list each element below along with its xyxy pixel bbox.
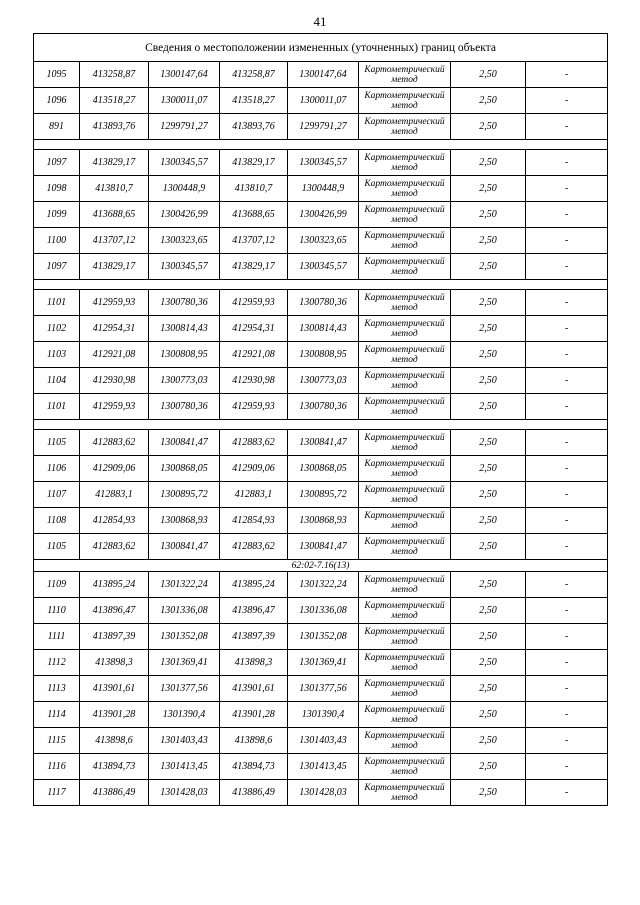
- accuracy-cell: 2,50: [451, 62, 526, 88]
- table-row: [34, 368, 608, 394]
- table-row: [34, 228, 608, 254]
- method-cell: Картометрический метод: [359, 598, 451, 624]
- existing-y-cell: 1300147,64: [149, 62, 220, 88]
- point-id-cell: 1107: [34, 482, 80, 508]
- method-cell: Картометрический метод: [359, 290, 451, 316]
- existing-y-cell: 1300345,57: [149, 254, 220, 280]
- note-cell: -: [526, 394, 608, 420]
- accuracy-cell: 2,50: [451, 598, 526, 624]
- separator-cell: [34, 140, 608, 150]
- table-row: [34, 754, 608, 780]
- table-row: [34, 88, 608, 114]
- new-y-cell: 1300780,36: [288, 290, 359, 316]
- new-x-cell: 413707,12: [220, 228, 288, 254]
- point-id-cell: 1101: [34, 290, 80, 316]
- new-x-cell: 412959,93: [220, 394, 288, 420]
- new-y-cell: 1301336,08: [288, 598, 359, 624]
- point-id-cell: 1096: [34, 88, 80, 114]
- accuracy-cell: 2,50: [451, 114, 526, 140]
- method-cell: Картометрический метод: [359, 754, 451, 780]
- accuracy-cell: 2,50: [451, 88, 526, 114]
- existing-y-cell: 1300011,07: [149, 88, 220, 114]
- new-x-cell: 413688,65: [220, 202, 288, 228]
- new-x-cell: 412883,62: [220, 430, 288, 456]
- accuracy-cell: 2,50: [451, 254, 526, 280]
- point-id-cell: 1108: [34, 508, 80, 534]
- existing-x-cell: 413898,3: [80, 650, 149, 676]
- table-row: [34, 342, 608, 368]
- method-cell: Картометрический метод: [359, 316, 451, 342]
- note-cell: -: [526, 456, 608, 482]
- existing-x-cell: 412909,06: [80, 456, 149, 482]
- new-x-cell: 413893,76: [220, 114, 288, 140]
- existing-y-cell: 1301352,08: [149, 624, 220, 650]
- new-x-cell: 413901,28: [220, 702, 288, 728]
- table-body: [34, 34, 608, 806]
- point-id-cell: 1110: [34, 598, 80, 624]
- point-id-cell: 1116: [34, 754, 80, 780]
- existing-x-cell: 413893,76: [80, 114, 149, 140]
- separator-cell: [34, 420, 608, 430]
- method-cell: Картометрический метод: [359, 624, 451, 650]
- point-id-cell: 1095: [34, 62, 80, 88]
- new-y-cell: 1300808,95: [288, 342, 359, 368]
- point-id-cell: 1109: [34, 572, 80, 598]
- method-cell: Картометрический метод: [359, 780, 451, 806]
- separator-row: [34, 280, 608, 290]
- new-y-cell: 1301403,43: [288, 728, 359, 754]
- new-y-cell: 1301428,03: [288, 780, 359, 806]
- table-row: [34, 676, 608, 702]
- existing-y-cell: 1300448,9: [149, 176, 220, 202]
- table-row: [34, 534, 608, 560]
- note-cell: -: [526, 228, 608, 254]
- accuracy-cell: 2,50: [451, 624, 526, 650]
- accuracy-cell: 2,50: [451, 728, 526, 754]
- method-cell: Картометрический метод: [359, 368, 451, 394]
- new-x-cell: 413518,27: [220, 88, 288, 114]
- accuracy-cell: 2,50: [451, 394, 526, 420]
- note-cell: -: [526, 650, 608, 676]
- accuracy-cell: 2,50: [451, 754, 526, 780]
- existing-x-cell: 413707,12: [80, 228, 149, 254]
- note-cell: -: [526, 624, 608, 650]
- accuracy-cell: 2,50: [451, 368, 526, 394]
- existing-x-cell: 413810,7: [80, 176, 149, 202]
- boundary-coordinates-table: [33, 33, 608, 806]
- method-cell: Картометрический метод: [359, 176, 451, 202]
- point-id-cell: 1105: [34, 430, 80, 456]
- new-x-cell: 412954,31: [220, 316, 288, 342]
- new-y-cell: 1300814,43: [288, 316, 359, 342]
- method-cell: Картометрический метод: [359, 456, 451, 482]
- existing-y-cell: 1300780,36: [149, 394, 220, 420]
- method-cell: Картометрический метод: [359, 62, 451, 88]
- new-y-cell: 1301390,4: [288, 702, 359, 728]
- new-y-cell: 1300345,57: [288, 254, 359, 280]
- note-cell: -: [526, 150, 608, 176]
- existing-x-cell: 412954,31: [80, 316, 149, 342]
- new-y-cell: 1300345,57: [288, 150, 359, 176]
- new-y-cell: 1300323,65: [288, 228, 359, 254]
- existing-y-cell: 1300808,95: [149, 342, 220, 368]
- table-row: [34, 290, 608, 316]
- point-id-cell: 1112: [34, 650, 80, 676]
- new-y-cell: 1300868,05: [288, 456, 359, 482]
- table-row: [34, 150, 608, 176]
- point-id-cell: 1099: [34, 202, 80, 228]
- new-x-cell: 412921,08: [220, 342, 288, 368]
- point-id-cell: 1117: [34, 780, 80, 806]
- point-id-cell: 1115: [34, 728, 80, 754]
- existing-x-cell: 413688,65: [80, 202, 149, 228]
- new-y-cell: 1299791,27: [288, 114, 359, 140]
- existing-x-cell: 413894,73: [80, 754, 149, 780]
- accuracy-cell: 2,50: [451, 202, 526, 228]
- accuracy-cell: 2,50: [451, 342, 526, 368]
- new-x-cell: 413901,61: [220, 676, 288, 702]
- new-y-cell: 1300011,07: [288, 88, 359, 114]
- new-x-cell: 413898,3: [220, 650, 288, 676]
- existing-x-cell: 413898,6: [80, 728, 149, 754]
- point-id-cell: 1113: [34, 676, 80, 702]
- note-cell: -: [526, 430, 608, 456]
- method-cell: Картометрический метод: [359, 394, 451, 420]
- new-x-cell: 413829,17: [220, 254, 288, 280]
- accuracy-cell: 2,50: [451, 780, 526, 806]
- note-cell: -: [526, 702, 608, 728]
- new-x-cell: 413898,6: [220, 728, 288, 754]
- existing-x-cell: 412930,98: [80, 368, 149, 394]
- note-cell: -: [526, 254, 608, 280]
- point-id-cell: 1111: [34, 624, 80, 650]
- new-y-cell: 1300841,47: [288, 430, 359, 456]
- new-y-cell: 1301413,45: [288, 754, 359, 780]
- point-id-cell: 1097: [34, 254, 80, 280]
- point-id-cell: 891: [34, 114, 80, 140]
- accuracy-cell: 2,50: [451, 430, 526, 456]
- table-row: [34, 728, 608, 754]
- existing-y-cell: 1299791,27: [149, 114, 220, 140]
- point-id-cell: 1106: [34, 456, 80, 482]
- new-x-cell: 413897,39: [220, 624, 288, 650]
- existing-y-cell: 1300868,93: [149, 508, 220, 534]
- separator-row: [34, 420, 608, 430]
- new-y-cell: 1300780,36: [288, 394, 359, 420]
- table-row: [34, 176, 608, 202]
- existing-y-cell: 1300841,47: [149, 430, 220, 456]
- method-cell: Картометрический метод: [359, 114, 451, 140]
- method-cell: Картометрический метод: [359, 202, 451, 228]
- new-y-cell: 1301322,24: [288, 572, 359, 598]
- existing-x-cell: 413258,87: [80, 62, 149, 88]
- method-cell: Картометрический метод: [359, 676, 451, 702]
- existing-x-cell: 412959,93: [80, 290, 149, 316]
- existing-y-cell: 1300895,72: [149, 482, 220, 508]
- table-row: [34, 394, 608, 420]
- accuracy-cell: 2,50: [451, 702, 526, 728]
- section-label-row: [34, 560, 608, 572]
- method-cell: Картометрический метод: [359, 150, 451, 176]
- page-number: 41: [313, 14, 327, 29]
- new-x-cell: 412854,93: [220, 508, 288, 534]
- table-row: [34, 702, 608, 728]
- accuracy-cell: 2,50: [451, 316, 526, 342]
- method-cell: Картометрический метод: [359, 728, 451, 754]
- existing-y-cell: 1301428,03: [149, 780, 220, 806]
- new-x-cell: 413886,49: [220, 780, 288, 806]
- accuracy-cell: 2,50: [451, 676, 526, 702]
- note-cell: -: [526, 114, 608, 140]
- method-cell: Картометрический метод: [359, 572, 451, 598]
- accuracy-cell: 2,50: [451, 572, 526, 598]
- table-row: [34, 780, 608, 806]
- new-y-cell: 1300147,64: [288, 62, 359, 88]
- existing-y-cell: 1300426,99: [149, 202, 220, 228]
- method-cell: Картометрический метод: [359, 430, 451, 456]
- method-cell: Картометрический метод: [359, 88, 451, 114]
- existing-x-cell: 413895,24: [80, 572, 149, 598]
- new-x-cell: 413894,73: [220, 754, 288, 780]
- note-cell: -: [526, 508, 608, 534]
- new-x-cell: 413258,87: [220, 62, 288, 88]
- new-x-cell: 413896,47: [220, 598, 288, 624]
- table-title: Сведения о местоположении измененных (уточненных) границ объекта: [34, 34, 608, 62]
- existing-y-cell: 1300345,57: [149, 150, 220, 176]
- method-cell: Картометрический метод: [359, 702, 451, 728]
- existing-y-cell: 1301322,24: [149, 572, 220, 598]
- existing-x-cell: 413829,17: [80, 254, 149, 280]
- note-cell: -: [526, 482, 608, 508]
- note-cell: -: [526, 290, 608, 316]
- note-cell: -: [526, 62, 608, 88]
- new-x-cell: 412883,62: [220, 534, 288, 560]
- new-y-cell: 1300773,03: [288, 368, 359, 394]
- table-row: [34, 482, 608, 508]
- point-id-cell: 1104: [34, 368, 80, 394]
- method-cell: Картометрический метод: [359, 254, 451, 280]
- new-y-cell: 1300448,9: [288, 176, 359, 202]
- existing-x-cell: 413896,47: [80, 598, 149, 624]
- existing-x-cell: 413897,39: [80, 624, 149, 650]
- point-id-cell: 1102: [34, 316, 80, 342]
- section-label: 62:02-7.16(13): [34, 560, 608, 572]
- existing-y-cell: 1301403,43: [149, 728, 220, 754]
- table-row: [34, 598, 608, 624]
- existing-y-cell: 1301390,4: [149, 702, 220, 728]
- accuracy-cell: 2,50: [451, 650, 526, 676]
- accuracy-cell: 2,50: [451, 150, 526, 176]
- new-y-cell: 1301377,56: [288, 676, 359, 702]
- new-y-cell: 1300868,93: [288, 508, 359, 534]
- new-x-cell: 413829,17: [220, 150, 288, 176]
- table-row: [34, 62, 608, 88]
- note-cell: -: [526, 88, 608, 114]
- accuracy-cell: 2,50: [451, 290, 526, 316]
- existing-x-cell: 412959,93: [80, 394, 149, 420]
- existing-x-cell: 413829,17: [80, 150, 149, 176]
- point-id-cell: 1105: [34, 534, 80, 560]
- accuracy-cell: 2,50: [451, 482, 526, 508]
- point-id-cell: 1103: [34, 342, 80, 368]
- note-cell: -: [526, 342, 608, 368]
- note-cell: -: [526, 176, 608, 202]
- method-cell: Картометрический метод: [359, 534, 451, 560]
- existing-y-cell: 1300841,47: [149, 534, 220, 560]
- table-row: [34, 572, 608, 598]
- note-cell: -: [526, 202, 608, 228]
- existing-y-cell: 1300868,05: [149, 456, 220, 482]
- point-id-cell: 1098: [34, 176, 80, 202]
- table-row: [34, 202, 608, 228]
- note-cell: -: [526, 728, 608, 754]
- new-x-cell: 413810,7: [220, 176, 288, 202]
- existing-x-cell: 412854,93: [80, 508, 149, 534]
- new-x-cell: 413895,24: [220, 572, 288, 598]
- table-row: [34, 254, 608, 280]
- point-id-cell: 1097: [34, 150, 80, 176]
- new-x-cell: 412930,98: [220, 368, 288, 394]
- note-cell: -: [526, 754, 608, 780]
- method-cell: Картометрический метод: [359, 482, 451, 508]
- existing-x-cell: 412921,08: [80, 342, 149, 368]
- existing-x-cell: 413518,27: [80, 88, 149, 114]
- table-row: [34, 624, 608, 650]
- existing-x-cell: 412883,62: [80, 534, 149, 560]
- method-cell: Картометрический метод: [359, 342, 451, 368]
- new-y-cell: 1300426,99: [288, 202, 359, 228]
- separator-cell: [34, 280, 608, 290]
- existing-y-cell: 1301413,45: [149, 754, 220, 780]
- accuracy-cell: 2,50: [451, 456, 526, 482]
- note-cell: -: [526, 572, 608, 598]
- new-x-cell: 412883,1: [220, 482, 288, 508]
- note-cell: -: [526, 780, 608, 806]
- new-y-cell: 1301369,41: [288, 650, 359, 676]
- table-row: [34, 316, 608, 342]
- new-y-cell: 1300895,72: [288, 482, 359, 508]
- table-row: [34, 430, 608, 456]
- accuracy-cell: 2,50: [451, 534, 526, 560]
- table-row: [34, 114, 608, 140]
- existing-x-cell: 413901,61: [80, 676, 149, 702]
- existing-y-cell: 1300814,43: [149, 316, 220, 342]
- separator-row: [34, 140, 608, 150]
- table-row: [34, 456, 608, 482]
- accuracy-cell: 2,50: [451, 176, 526, 202]
- existing-x-cell: 412883,1: [80, 482, 149, 508]
- existing-y-cell: 1301377,56: [149, 676, 220, 702]
- note-cell: -: [526, 316, 608, 342]
- new-y-cell: 1301352,08: [288, 624, 359, 650]
- method-cell: Картометрический метод: [359, 228, 451, 254]
- note-cell: -: [526, 676, 608, 702]
- accuracy-cell: 2,50: [451, 508, 526, 534]
- existing-y-cell: 1301336,08: [149, 598, 220, 624]
- existing-x-cell: 413901,28: [80, 702, 149, 728]
- point-id-cell: 1100: [34, 228, 80, 254]
- table-row: [34, 508, 608, 534]
- existing-y-cell: 1300780,36: [149, 290, 220, 316]
- point-id-cell: 1101: [34, 394, 80, 420]
- new-x-cell: 412959,93: [220, 290, 288, 316]
- existing-x-cell: 413886,49: [80, 780, 149, 806]
- method-cell: Картометрический метод: [359, 650, 451, 676]
- note-cell: -: [526, 598, 608, 624]
- new-y-cell: 1300841,47: [288, 534, 359, 560]
- note-cell: -: [526, 534, 608, 560]
- existing-y-cell: 1300773,03: [149, 368, 220, 394]
- existing-x-cell: 412883,62: [80, 430, 149, 456]
- table-row: [34, 650, 608, 676]
- existing-y-cell: 1301369,41: [149, 650, 220, 676]
- new-x-cell: 412909,06: [220, 456, 288, 482]
- existing-y-cell: 1300323,65: [149, 228, 220, 254]
- note-cell: -: [526, 368, 608, 394]
- table-title-row: [34, 34, 608, 62]
- method-cell: Картометрический метод: [359, 508, 451, 534]
- accuracy-cell: 2,50: [451, 228, 526, 254]
- point-id-cell: 1114: [34, 702, 80, 728]
